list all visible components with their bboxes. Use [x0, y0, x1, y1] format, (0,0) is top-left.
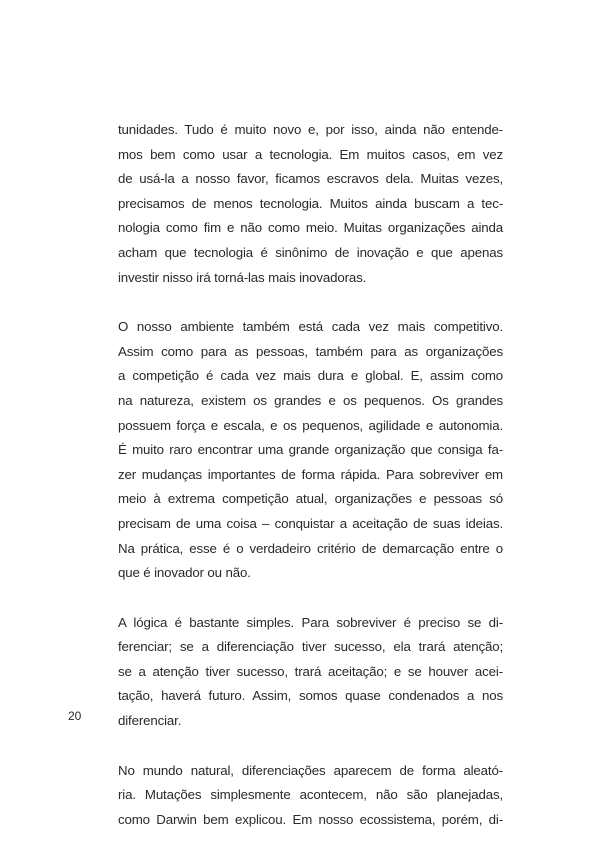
text-line: investir nisso irá torná-las mais inovadoras.: [118, 269, 367, 285]
text-line: precisamos de menos tecnologia. Muitos ainda buscam a tec-: [118, 195, 503, 211]
text-line: É muito raro encontrar uma grande organização que consiga fa-: [118, 442, 503, 458]
page-number: 20: [68, 709, 82, 723]
paragraph-1: [118, 118, 503, 290]
text-line: nologia como fim e não como meio. Muitas organizações ainda: [118, 220, 503, 236]
text-line: tação, haverá futuro. Assim, somos quase condenados a nos: [118, 688, 503, 704]
text-line: Na prática, esse é o verdadeiro critério de demarcação entre o: [118, 540, 503, 556]
text-line: acham que tecnologia é sinônimo de inovação e que apenas: [118, 244, 503, 260]
text-line: O nosso ambiente também está cada vez mais competitivo.: [118, 319, 503, 335]
paragraph-4: [118, 759, 503, 833]
text-line: possuem força e escala, e os pequenos, agilidade e autonomia.: [118, 417, 503, 433]
text-line: na natureza, existem os grandes e os pequenos. Os grandes: [118, 392, 503, 408]
text-line: A lógica é bastante simples. Para sobreviver é preciso se di-: [118, 614, 503, 630]
text-line: como Darwin bem explicou. Em nosso ecossistema, porém, di-: [118, 811, 503, 827]
paragraph-2: [118, 315, 503, 586]
text-line: tunidades. Tudo é muito novo e, por isso, ainda não entende-: [118, 122, 503, 137]
text-line: mos bem como usar a tecnologia. Em muitos casos, em vez: [118, 146, 503, 162]
text-line: Assim como para as pessoas, também para as organizações: [118, 343, 503, 359]
text-line: se a atenção tiver sucesso, trará aceitação; e se houver acei-: [118, 663, 503, 679]
text-line: precisam de uma coisa – conquistar a aceitação de suas ideias.: [118, 515, 503, 531]
text-line: zer mudanças importantes de forma rápida. Para sobreviver em: [118, 466, 503, 482]
text-line: de usá-la a nosso favor, ficamos escravos dela. Muitas vezes,: [118, 171, 503, 187]
text-line: diferenciar.: [118, 713, 182, 729]
text-line: No mundo natural, diferenciações aparecem de forma aleató-: [118, 762, 503, 778]
text-line: a competição é cada vez mais dura e global. E, assim como: [118, 368, 503, 384]
text-line: ria. Mutações simplesmente acontecem, não são planejadas,: [118, 787, 503, 803]
paragraph-3: [118, 611, 503, 734]
body-text: [118, 118, 503, 857]
text-line: que é inovador ou não.: [118, 565, 251, 581]
text-line: meio à extrema competição atual, organizações e pessoas só: [118, 491, 503, 507]
text-line: ferenciar; se a diferenciação tiver sucesso, ela trará atenção;: [118, 639, 503, 655]
